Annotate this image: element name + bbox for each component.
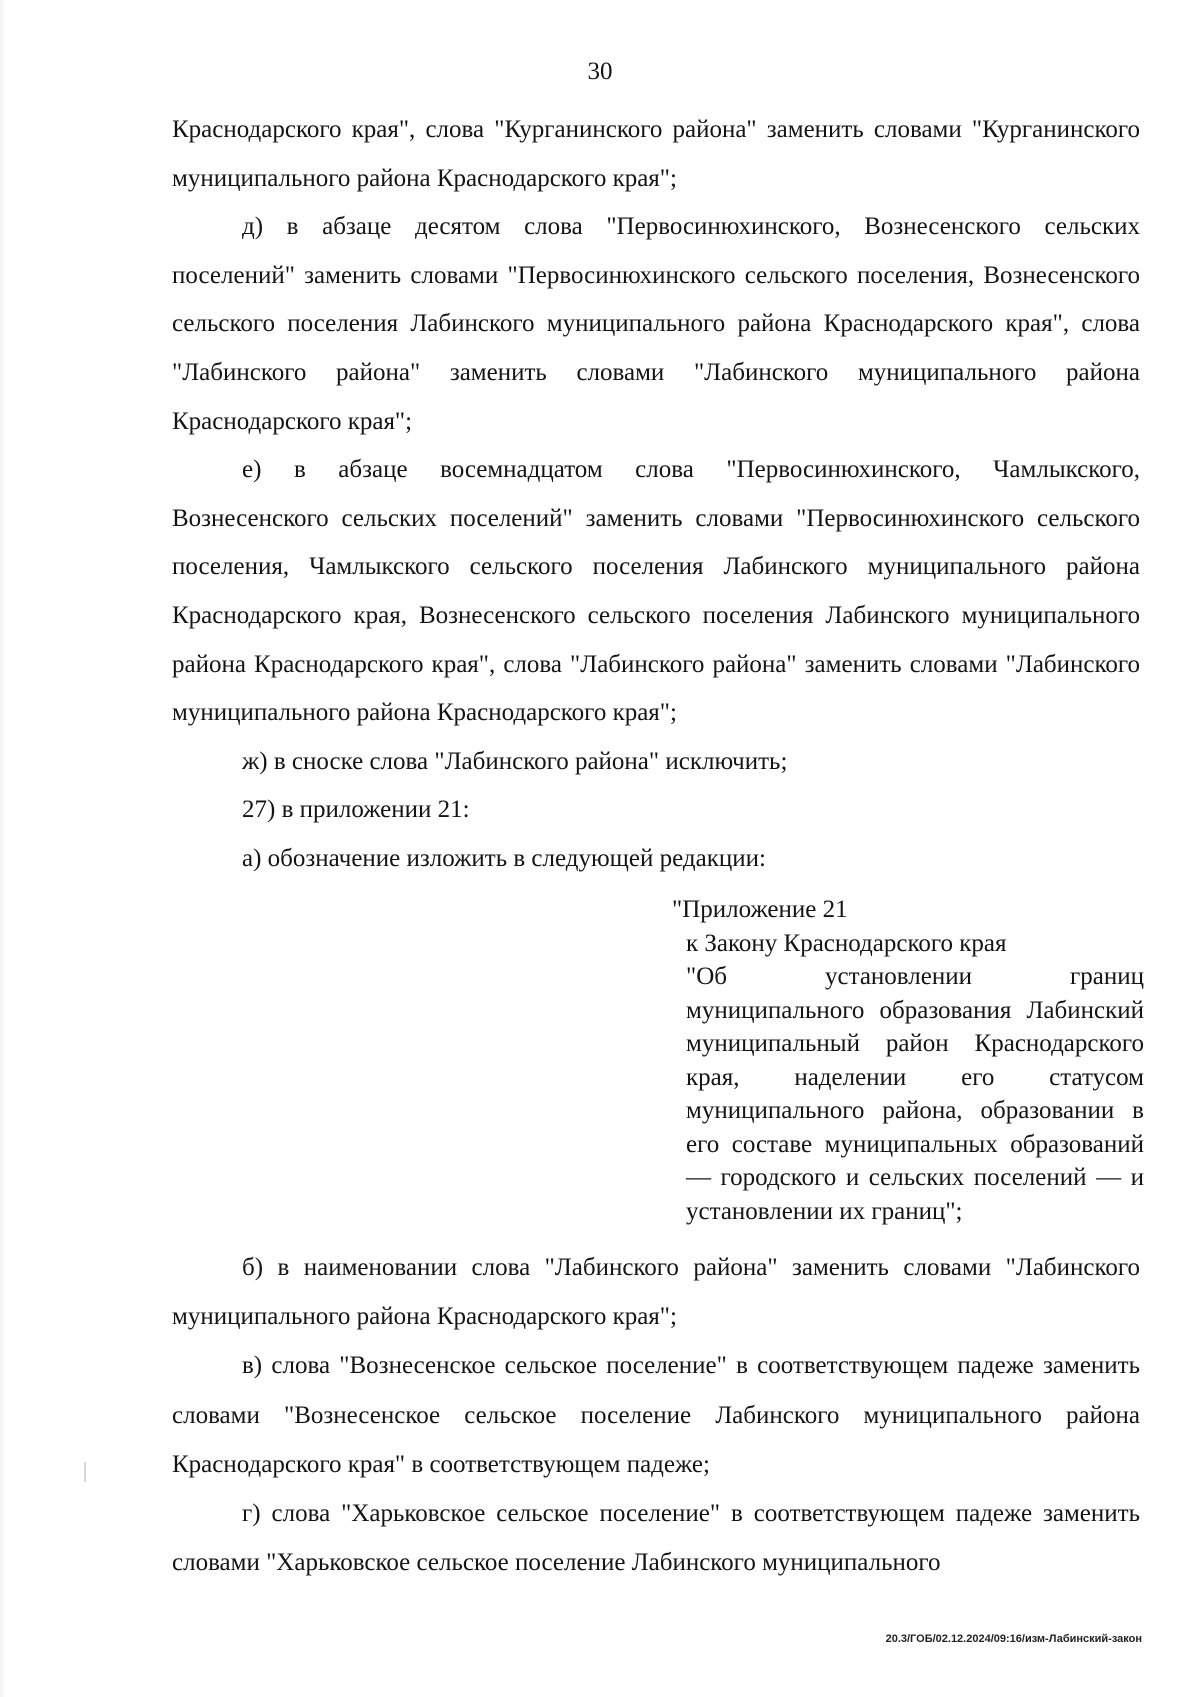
scan-mark (84, 1462, 86, 1482)
paragraph-item-b: б) в наименовании слова "Лабинского района" заменить словами "Лабинского муниципального района Краснодарского края"; (172, 1254, 1140, 1331)
paragraph-item-d: д) в абзаце десятом слова "Первосинюхинского, Вознесенского сельских поселений" заменить словами "Первосинюхинского сельского поселения, Вознесенского сельского поселения Лабинского муниципального района Краснодарского края", слова "Лабинского района" заменить словами "Лабинского муниципального района Краснодарского края"; (172, 213, 1140, 435)
paragraph-item-zh: ж) в сноске слова "Лабинского района" исключить; (242, 747, 788, 775)
paragraph-item-g: г) слова "Харьковское сельское поселение" в соответствующем падеже заменить словами "Харьковское сельское поселение Лабинского муниципального (172, 1500, 1140, 1577)
paragraph-item-a: а) обозначение изложить в следующей редакции: (242, 844, 766, 872)
paragraph-item-27: 27) в приложении 21: (242, 796, 470, 824)
paragraph-item-e: е) в абзаце восемнадцатом слова "Первосинюхинского, Чамлыкского, Вознесенского сельских поселений" заменить словами "Первосинюхинского сельского поселения, Чамлыкского сельского поселения Лабинского муниципального района Краснодарского края, Вознесенского сельского поселения Лабинского муниципального района Краснодарского края", слова "Лабинского района" заменить словами "Лабинского муниципального района Краснодарского края"; (172, 456, 1140, 727)
document-body-top (172, 106, 1140, 884)
scan-edge (0, 0, 6, 1697)
paragraph-continuation: Краснодарского края", слова "Курганинского района" заменить словами "Курганинского муниципального района Краснодарского края"; (172, 116, 1140, 192)
appendix-heading: "Приложение 21 (672, 896, 848, 923)
appendix-law-title: "Об установлении границ муниципального образования Лабинский муниципальный район Краснодарского края, наделении его статусом муниципального района, образовании в его составе муниципальных образований — городского и сельских поселений — и установлении их границ"; (686, 963, 1144, 1225)
page-number: 30 (587, 58, 613, 85)
document-body-bottom (172, 1243, 1140, 1587)
appendix-block (672, 893, 1144, 1228)
appendix-law-reference: к Закону Краснодарского края (686, 929, 1007, 957)
paragraph-item-v: в) слова "Вознесенское сельское поселение" в соответствующем падеже заменить словами "Вознесенское сельское поселение Лабинского муниципального района Краснодарского края" в соответствующем падеже; (172, 1352, 1140, 1478)
document-footer-code: 20.3/ГОБ/02.12.2024/09:16/изм-Лабинский-закон (885, 1633, 1142, 1645)
